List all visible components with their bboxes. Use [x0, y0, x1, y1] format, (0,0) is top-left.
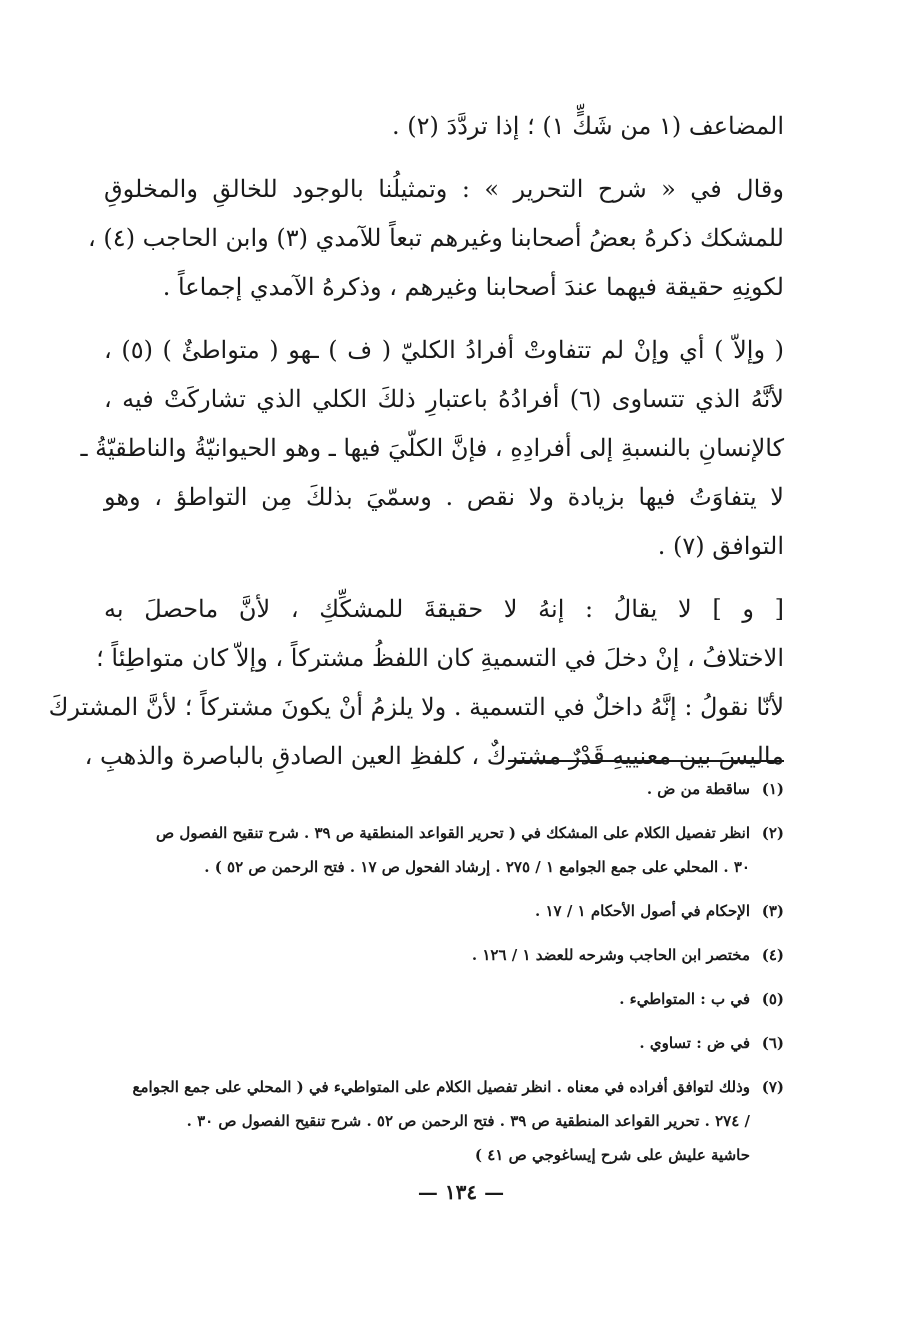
page-number: — ١٣٤ —: [417, 1180, 505, 1204]
text-line: كالإنسانِ بالنسبةِ إلى أفرادِهِ ، فإنَّ الكلّيَ فيها ـ وهو الحيوانيّةُ والناطقيّةُ ـ: [80, 434, 784, 462]
footnote-number: (٢): [761, 824, 784, 842]
footnote-line: في ب : المتواطيء .: [619, 990, 750, 1008]
footnote-text: [94, 772, 750, 806]
footnote-line: وذلك لتوافق أفراده في معناه . انظر تفصيل الكلام على المتواطيء في ( المحلي على جمع الجوامع: [132, 1078, 750, 1096]
footnote-divider: [508, 760, 784, 762]
text-line: ( وإلاّ ) أي وإنْ لم تتفاوتْ أفرادُ الكليّ ( ف ) ـهو ( متواطئٌ ) (٥) ،: [104, 336, 784, 364]
footnote-5: [94, 982, 784, 1016]
footnote-text: [94, 816, 750, 884]
footnote-number: (٥): [761, 990, 784, 1008]
text-line: للمشكك ذكرهُ بعضُ أصحابنا وغيرهم تبعاً للآمدي (٣) وابن الحاجب (٤) ،: [88, 224, 784, 252]
text-line: لا يتفاوَتُ فيها بزيادة ولا نقص . وسمّيَ بذلكَ مِن التواطؤ ، وهو: [104, 483, 784, 511]
footnote-text: [94, 1026, 750, 1060]
footnote-line: ٣٠ . المحلي على جمع الجوامع ١ / ٢٧٥ . إرشاد الفحول ص ١٧ . فتح الرحمن ص ٥٢ ) .: [204, 858, 750, 876]
footnote-text: [94, 1070, 750, 1172]
footnote-number: (٤): [761, 946, 784, 964]
footnote-number: (٣): [761, 902, 784, 920]
text-line: [ و ] لا يقالُ : إنهُ لا حقيقةَ للمشكِّكِ ، لأنَّ ماحصلَ به: [104, 595, 784, 623]
footnote-text: [94, 982, 750, 1016]
footnote-line: الإحكام في أصول الأحكام ١ / ١٧ .: [535, 902, 750, 920]
paragraph-1: [104, 102, 784, 151]
text-line: ماليسَ بين معنييهِ قَدْرٌ مشتركٌ ، كلفظِ العين الصادقِ بالباصرة والذهبِ ،: [84, 742, 784, 770]
footnote-line: في ض : تساوي .: [639, 1034, 750, 1052]
text-line: التوافق (٧) .: [657, 532, 784, 560]
footnote-number: (٧): [761, 1078, 784, 1096]
footnote-line: / ٢٧٤ . تحرير القواعد المنطقية ص ٣٩ . فتح الرحمن ص ٥٢ . شرح تنقيح الفصول ص ٣٠ .: [186, 1112, 750, 1130]
footnote-line: مختصر ابن الحاجب وشرحه للعضد ١ / ١٢٦ .: [471, 946, 750, 964]
text-line: لأنّا نقولُ : إنَّهُ داخلٌ في التسمية . ولا يلزمُ أنْ يكونَ مشتركاً ؛ لأنَّ المشتركَ: [48, 693, 784, 721]
footnote-number: (١): [761, 780, 784, 798]
footnote-7: [94, 1070, 784, 1172]
footnotes: [94, 772, 784, 1182]
paragraph-2: [88, 165, 784, 312]
footnote-line: انظر تفصيل الكلام على المشكك في ( تحرير القواعد المنطقية ص ٣٩ . شرح تنقيح الفصول ص: [156, 824, 750, 842]
footnote-1: [94, 772, 784, 806]
text-line: الاختلافُ ، إنْ دخلَ في التسميةِ كان اللفظُ مشتركاً ، وإلاّ كان متواطِئاً ؛: [96, 644, 784, 672]
paragraph-4: [48, 585, 784, 781]
footnote-number: (٦): [761, 1034, 784, 1052]
text-line: لكونِهِ حقيقة فيهما عندَ أصحابنا وغيرهم ، وذكرهُ الآمدي إجماعاً .: [162, 273, 784, 301]
text-line: المضاعف (١ من شَكٍّ ١) ؛ إذا تردَّدَ (٢) .: [392, 112, 784, 140]
footnote-text: [94, 938, 750, 972]
footnote-2: [94, 816, 784, 884]
text-line: وقال في « شرح التحرير » : وتمثيلُنا بالوجود للخالقِ والمخلوقِ: [104, 175, 784, 203]
main-text: [48, 102, 784, 795]
footnote-line: ساقطة من ض .: [646, 780, 750, 798]
footnote-4: [94, 938, 784, 972]
footnote-line: حاشية عليش على شرح إيساغوجي ص ٤١ ): [474, 1146, 750, 1164]
footnote-text: [94, 894, 750, 928]
text-line: لأنَّهُ الذي تتساوى (٦) أفرادُهُ باعتبارِ ذلكَ الكلي الذي تشاركَتْ فيه ،: [104, 385, 784, 413]
paragraph-3: [80, 326, 784, 571]
footnote-6: [94, 1026, 784, 1060]
footnote-3: [94, 894, 784, 928]
